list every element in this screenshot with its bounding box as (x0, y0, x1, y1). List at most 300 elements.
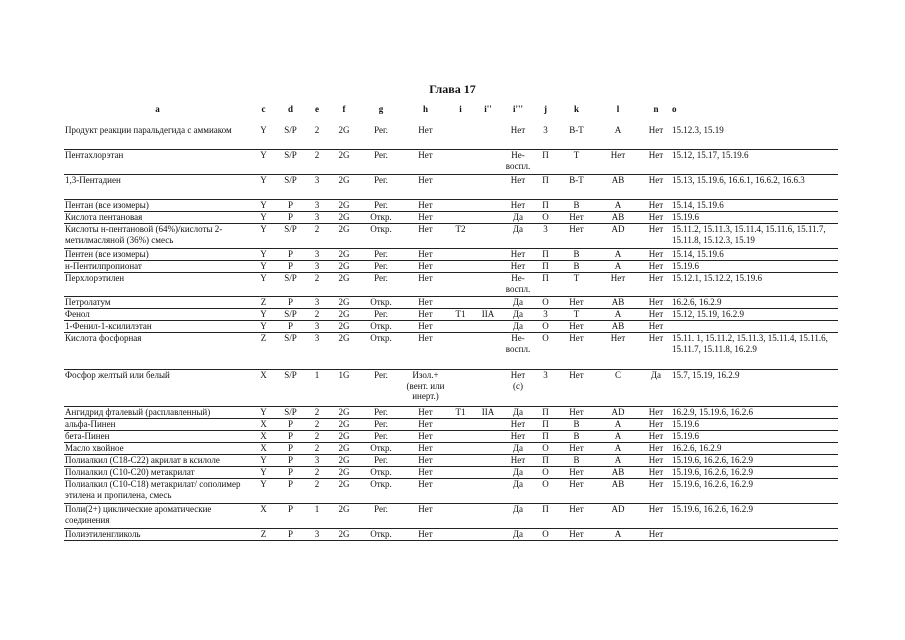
table-cell (329, 249, 359, 261)
cell-text: X (260, 431, 267, 441)
table-cell (251, 175, 276, 200)
table-cell (503, 249, 533, 261)
table-cell (403, 443, 448, 455)
cell-text: 2G (338, 443, 350, 453)
cell-text: 16.2.6, 16.2.9 (672, 443, 722, 453)
table-cell (671, 443, 838, 455)
cell-text: Нет (418, 529, 433, 539)
cell-text: Нет (510, 124, 526, 135)
table-cell (473, 249, 503, 261)
column-header: i''' (512, 104, 523, 114)
table-cell (251, 455, 276, 467)
cell-text: 2G (338, 455, 350, 465)
table-cell (64, 261, 251, 273)
table-cell (359, 370, 403, 407)
table-cell (276, 212, 305, 224)
cell-text: Рег. (374, 431, 388, 441)
cell-text: Рег. (374, 309, 388, 319)
cell-text: Нет (648, 175, 664, 185)
cell-text: В (573, 249, 580, 259)
cell-text: Да (512, 467, 524, 477)
table-cell (473, 407, 503, 419)
table-cell (473, 479, 503, 504)
table-cell (403, 467, 448, 479)
table-cell (533, 407, 558, 419)
table-body (64, 125, 838, 541)
cell-text: Да (512, 479, 524, 489)
table-cell (595, 297, 641, 309)
cell-text: Нет (648, 479, 664, 489)
table-cell (305, 297, 329, 309)
table-cell (251, 370, 276, 407)
table-cell (359, 333, 403, 370)
cell-text: AB (611, 297, 625, 307)
table-cell (595, 479, 641, 504)
cell-text: S/P (284, 224, 297, 234)
table-cell (251, 419, 276, 431)
table-cell (329, 125, 359, 150)
table-row (64, 175, 838, 200)
cell-text: T1 (455, 309, 466, 319)
table-row (64, 419, 838, 431)
cell-text: Нет (418, 124, 433, 135)
table-cell (448, 455, 473, 467)
cell-text: AD (611, 504, 625, 514)
cell-text: 15.12, 15.17, 15.19.6 (672, 150, 749, 160)
table-cell (403, 431, 448, 443)
cell-text: 1 (314, 504, 320, 514)
table-cell (329, 309, 359, 321)
table-cell (595, 273, 641, 297)
table-cell (641, 333, 671, 370)
table-cell (671, 125, 838, 150)
table-cell (503, 175, 533, 200)
column-header-row (64, 100, 838, 125)
cell-text: Нет (648, 407, 664, 417)
table-cell (448, 419, 473, 431)
cell-text: 3 (314, 529, 320, 539)
cell-text: Да (512, 212, 524, 222)
cell-text: Нет (569, 212, 584, 222)
cell-text: П (542, 504, 549, 514)
table-cell (448, 212, 473, 224)
table-cell (533, 200, 558, 212)
table-cell (276, 504, 305, 529)
cell-text: Рег. (374, 455, 388, 465)
cell-text: Y (260, 273, 267, 283)
table-cell (558, 529, 595, 541)
table-cell (329, 150, 359, 175)
table-cell (305, 125, 329, 150)
table-cell (305, 431, 329, 443)
cell-text: 2G (338, 150, 350, 160)
table-row (64, 479, 838, 504)
table-cell (473, 333, 503, 370)
table-cell (448, 333, 473, 370)
cell-text: A (614, 419, 622, 429)
table-cell (533, 529, 558, 541)
table-cell (448, 321, 473, 333)
table-cell (403, 150, 448, 175)
cell-text: Y (260, 249, 267, 259)
table-cell (473, 529, 503, 541)
table-cell (276, 443, 305, 455)
table-row (64, 273, 838, 297)
table-cell (448, 200, 473, 212)
table-cell (503, 309, 533, 321)
table-row (64, 455, 838, 467)
cell-text: Не- воспл. (505, 150, 531, 171)
table-cell (403, 309, 448, 321)
cell-text: О (542, 479, 549, 489)
cell-text: IIA (481, 407, 495, 417)
table-cell (251, 200, 276, 212)
table-cell (671, 297, 838, 309)
table-cell (305, 529, 329, 541)
table-cell (503, 321, 533, 333)
table-cell (533, 150, 558, 175)
cell-text: S/P (284, 309, 297, 319)
table-cell (473, 200, 503, 212)
table-cell (473, 504, 503, 529)
cell-text: Нет (510, 249, 526, 259)
cell-text: 15.12, 15.19, 16.2.9 (672, 309, 744, 319)
table-cell (671, 419, 838, 431)
table-cell (595, 333, 641, 370)
table-cell (448, 504, 473, 529)
table-cell (503, 443, 533, 455)
cell-text: Да (512, 529, 524, 539)
cell-text: О (542, 333, 549, 343)
table-cell (595, 249, 641, 261)
cell-text: A (614, 443, 622, 453)
cell-text: 3 (543, 124, 548, 135)
cell-text: S/P (284, 175, 297, 185)
table-cell (359, 455, 403, 467)
table-cell (558, 431, 595, 443)
table-cell (558, 407, 595, 419)
cell-text: П (542, 273, 549, 283)
table-cell (558, 249, 595, 261)
table-cell (595, 431, 641, 443)
cell-text: Нет (510, 455, 526, 465)
cell-text: 3 (314, 249, 320, 259)
cell-text: Не- воспл. (505, 273, 531, 294)
column-header: i (459, 104, 462, 114)
table-row (64, 333, 838, 370)
cell-text: Да (512, 297, 524, 307)
cell-text: 2G (338, 297, 350, 307)
cell-text: P (287, 261, 293, 271)
table-cell (403, 370, 448, 407)
cell-text: Нет (510, 175, 526, 185)
table-cell (558, 321, 595, 333)
table-cell (403, 455, 448, 467)
table-cell (641, 150, 671, 175)
cell-text: 16.2.9, 15.19.6, 16.2.6 (672, 407, 753, 417)
table-cell (403, 321, 448, 333)
table-cell (276, 431, 305, 443)
cell-text: 15.12.1, 15.12.2, 15.19.6 (672, 273, 762, 283)
cell-text: Нет (418, 407, 433, 417)
table-cell (533, 261, 558, 273)
table-cell (473, 273, 503, 297)
cell-text: Рег. (374, 504, 388, 514)
cell-text: Кислоты н-пентановой (64%)/кислоты 2-метилмасляной (36%) смесь (65, 224, 223, 245)
cell-text: A (614, 431, 622, 441)
cell-text: 3 (314, 455, 320, 465)
cell-text: 15.19.6, 16.2.6, 16.2.9 (672, 479, 753, 489)
cell-text: Полиалкил (С10-С20) метакрилат (65, 467, 195, 477)
table-cell (359, 309, 403, 321)
table-cell (305, 261, 329, 273)
table-cell (251, 333, 276, 370)
table-cell (448, 175, 473, 200)
cell-text: S/P (284, 124, 297, 135)
table-cell (641, 125, 671, 150)
cell-text: Y (260, 175, 267, 185)
table-cell (558, 467, 595, 479)
cell-text: Нет (510, 261, 526, 271)
cell-text: 3 (314, 175, 320, 185)
table-cell (329, 529, 359, 541)
table-cell (329, 431, 359, 443)
cell-text: 15.14, 15.19.6 (672, 249, 724, 259)
cell-text: Y (260, 407, 267, 417)
cell-text: П (542, 407, 549, 417)
cell-text: Нет (510, 419, 526, 429)
table-cell (671, 467, 838, 479)
cell-text: X (260, 443, 267, 453)
table-row (64, 125, 838, 150)
column-header: e (315, 104, 319, 114)
cell-text: Нет (610, 333, 626, 343)
table-cell (403, 224, 448, 249)
table-cell (251, 297, 276, 309)
cell-text: Откр. (370, 479, 392, 489)
cell-text: 2G (338, 333, 350, 343)
table-cell (305, 407, 329, 419)
cell-text: Полиалкил (С18-С22) акрилат в ксилоле (65, 455, 220, 465)
table-cell (329, 212, 359, 224)
cell-text: Кислота пентановая (65, 212, 143, 222)
table-cell (533, 370, 558, 407)
cell-text: A (614, 261, 622, 271)
table-cell (558, 297, 595, 309)
table-cell (503, 467, 533, 479)
cell-text: Нет (569, 407, 584, 417)
cell-text: 3 (314, 261, 320, 271)
table-cell (671, 370, 838, 407)
table-cell (276, 333, 305, 370)
table-cell (329, 261, 359, 273)
table-cell (448, 467, 473, 479)
table-cell (641, 504, 671, 529)
table-cell (671, 333, 838, 370)
cell-text: О (542, 212, 549, 222)
cell-text: Да (512, 309, 524, 319)
cell-text: Да (650, 370, 662, 380)
table-cell (558, 333, 595, 370)
cell-text: AB (611, 321, 625, 331)
cell-text: Z (260, 333, 267, 343)
table-cell (448, 125, 473, 150)
table-cell (359, 224, 403, 249)
cell-text: AB (611, 212, 625, 222)
table-cell (503, 273, 533, 297)
cell-text: Нет (418, 200, 433, 210)
cell-text: Нет (648, 309, 664, 319)
table-cell (251, 309, 276, 321)
cell-text: Z (260, 529, 267, 539)
table-cell (641, 321, 671, 333)
table-cell (64, 370, 251, 407)
cell-text: P (287, 212, 293, 222)
table-cell (329, 333, 359, 370)
table-cell (403, 419, 448, 431)
table-cell (276, 529, 305, 541)
cell-text: AB (611, 467, 625, 477)
table-cell (595, 175, 641, 200)
cell-text: Нет (с) (510, 370, 526, 391)
cell-text: 2G (338, 419, 350, 429)
cell-text: S/P (284, 407, 297, 417)
table-cell (448, 261, 473, 273)
cell-text: Нет (648, 431, 664, 441)
table-cell (359, 504, 403, 529)
cell-text: Продукт реакции паральдегида с аммиаком (65, 124, 232, 135)
table-cell (305, 321, 329, 333)
cell-text: Рег. (374, 273, 388, 283)
table-cell (641, 431, 671, 443)
cell-text: Да (512, 407, 524, 417)
table-cell (329, 479, 359, 504)
table-cell (305, 455, 329, 467)
cell-text: P (287, 431, 293, 441)
cell-text: 1-Фенил-1-ксилилэтан (65, 321, 152, 331)
cell-text: 2G (338, 249, 350, 259)
table-cell (595, 529, 641, 541)
table-cell (359, 297, 403, 309)
table-cell (305, 443, 329, 455)
table-cell (251, 125, 276, 150)
table-row (64, 297, 838, 309)
cell-text: Нет (648, 297, 664, 307)
table-cell (641, 529, 671, 541)
cell-text: Откр. (370, 529, 392, 539)
table-row (64, 150, 838, 175)
cell-text: 2G (338, 212, 350, 222)
table-cell (503, 431, 533, 443)
table-cell (473, 419, 503, 431)
cell-text: Y (260, 467, 267, 477)
cell-text: О (542, 467, 549, 477)
cell-text: Рег. (374, 419, 388, 429)
cell-text: A (614, 249, 622, 259)
cell-text: Полиалкил (С10-С18) метакрилат/ сополимер этилена и пропилена, смесь (65, 479, 241, 500)
table-cell (671, 212, 838, 224)
table-cell (64, 309, 251, 321)
table-cell (533, 212, 558, 224)
cell-text: C (614, 370, 621, 380)
table-cell (473, 321, 503, 333)
cell-text: Рег. (374, 407, 388, 417)
table-cell (276, 150, 305, 175)
table-cell (595, 407, 641, 419)
cell-text: Нет (569, 467, 584, 477)
cell-text: 2 (314, 431, 320, 441)
cell-text: Нет (418, 150, 433, 160)
cell-text: Масло хвойное (65, 443, 124, 453)
table-cell (533, 443, 558, 455)
table-cell (276, 200, 305, 212)
table-cell (473, 261, 503, 273)
table-cell (671, 529, 838, 541)
column-header: d (287, 104, 293, 114)
cell-text: Полиэтиленгликоль (65, 529, 141, 539)
cell-text: Ангидрид фталевый (расплавленный) (65, 407, 211, 417)
cell-text: 3 (543, 370, 548, 380)
table-cell (473, 212, 503, 224)
cell-text: 15.19.6 (672, 212, 699, 222)
table-cell (329, 407, 359, 419)
cell-text: IIA (481, 309, 495, 319)
column-header: c (261, 104, 266, 114)
cell-text: П (542, 261, 549, 271)
table-cell (595, 467, 641, 479)
cell-text: AD (611, 407, 625, 417)
cell-text: P (287, 455, 293, 465)
cell-text: Y (260, 309, 267, 319)
table-cell (276, 455, 305, 467)
cell-text: P (287, 200, 293, 210)
cell-text: P (287, 443, 293, 453)
table-cell (595, 419, 641, 431)
table-cell (503, 419, 533, 431)
table-row (64, 309, 838, 321)
table-cell (641, 370, 671, 407)
cell-text: A (614, 309, 622, 319)
cell-text: Нет (418, 212, 433, 222)
table-cell (641, 175, 671, 200)
cell-text: Рег. (374, 370, 388, 380)
table-cell (329, 321, 359, 333)
cell-text: Рег. (374, 175, 388, 185)
table-cell (671, 309, 838, 321)
table-cell (64, 321, 251, 333)
table-cell (641, 309, 671, 321)
table-cell (359, 249, 403, 261)
cell-text: Y (260, 224, 267, 234)
cell-text: P (287, 467, 293, 477)
cell-text: Рег. (374, 200, 388, 210)
table-cell (276, 407, 305, 419)
table-cell (533, 175, 558, 200)
table-cell (64, 212, 251, 224)
table-row (64, 261, 838, 273)
table-cell (503, 370, 533, 407)
cell-text: Откр. (370, 333, 392, 343)
table-cell (641, 479, 671, 504)
cell-text: Нет (418, 297, 433, 307)
table-cell (359, 419, 403, 431)
cell-text: Нет (418, 309, 433, 319)
table-cell (671, 455, 838, 467)
table-cell (251, 407, 276, 419)
table-cell (558, 443, 595, 455)
cell-text: Нет (418, 249, 433, 259)
table-cell (671, 249, 838, 261)
